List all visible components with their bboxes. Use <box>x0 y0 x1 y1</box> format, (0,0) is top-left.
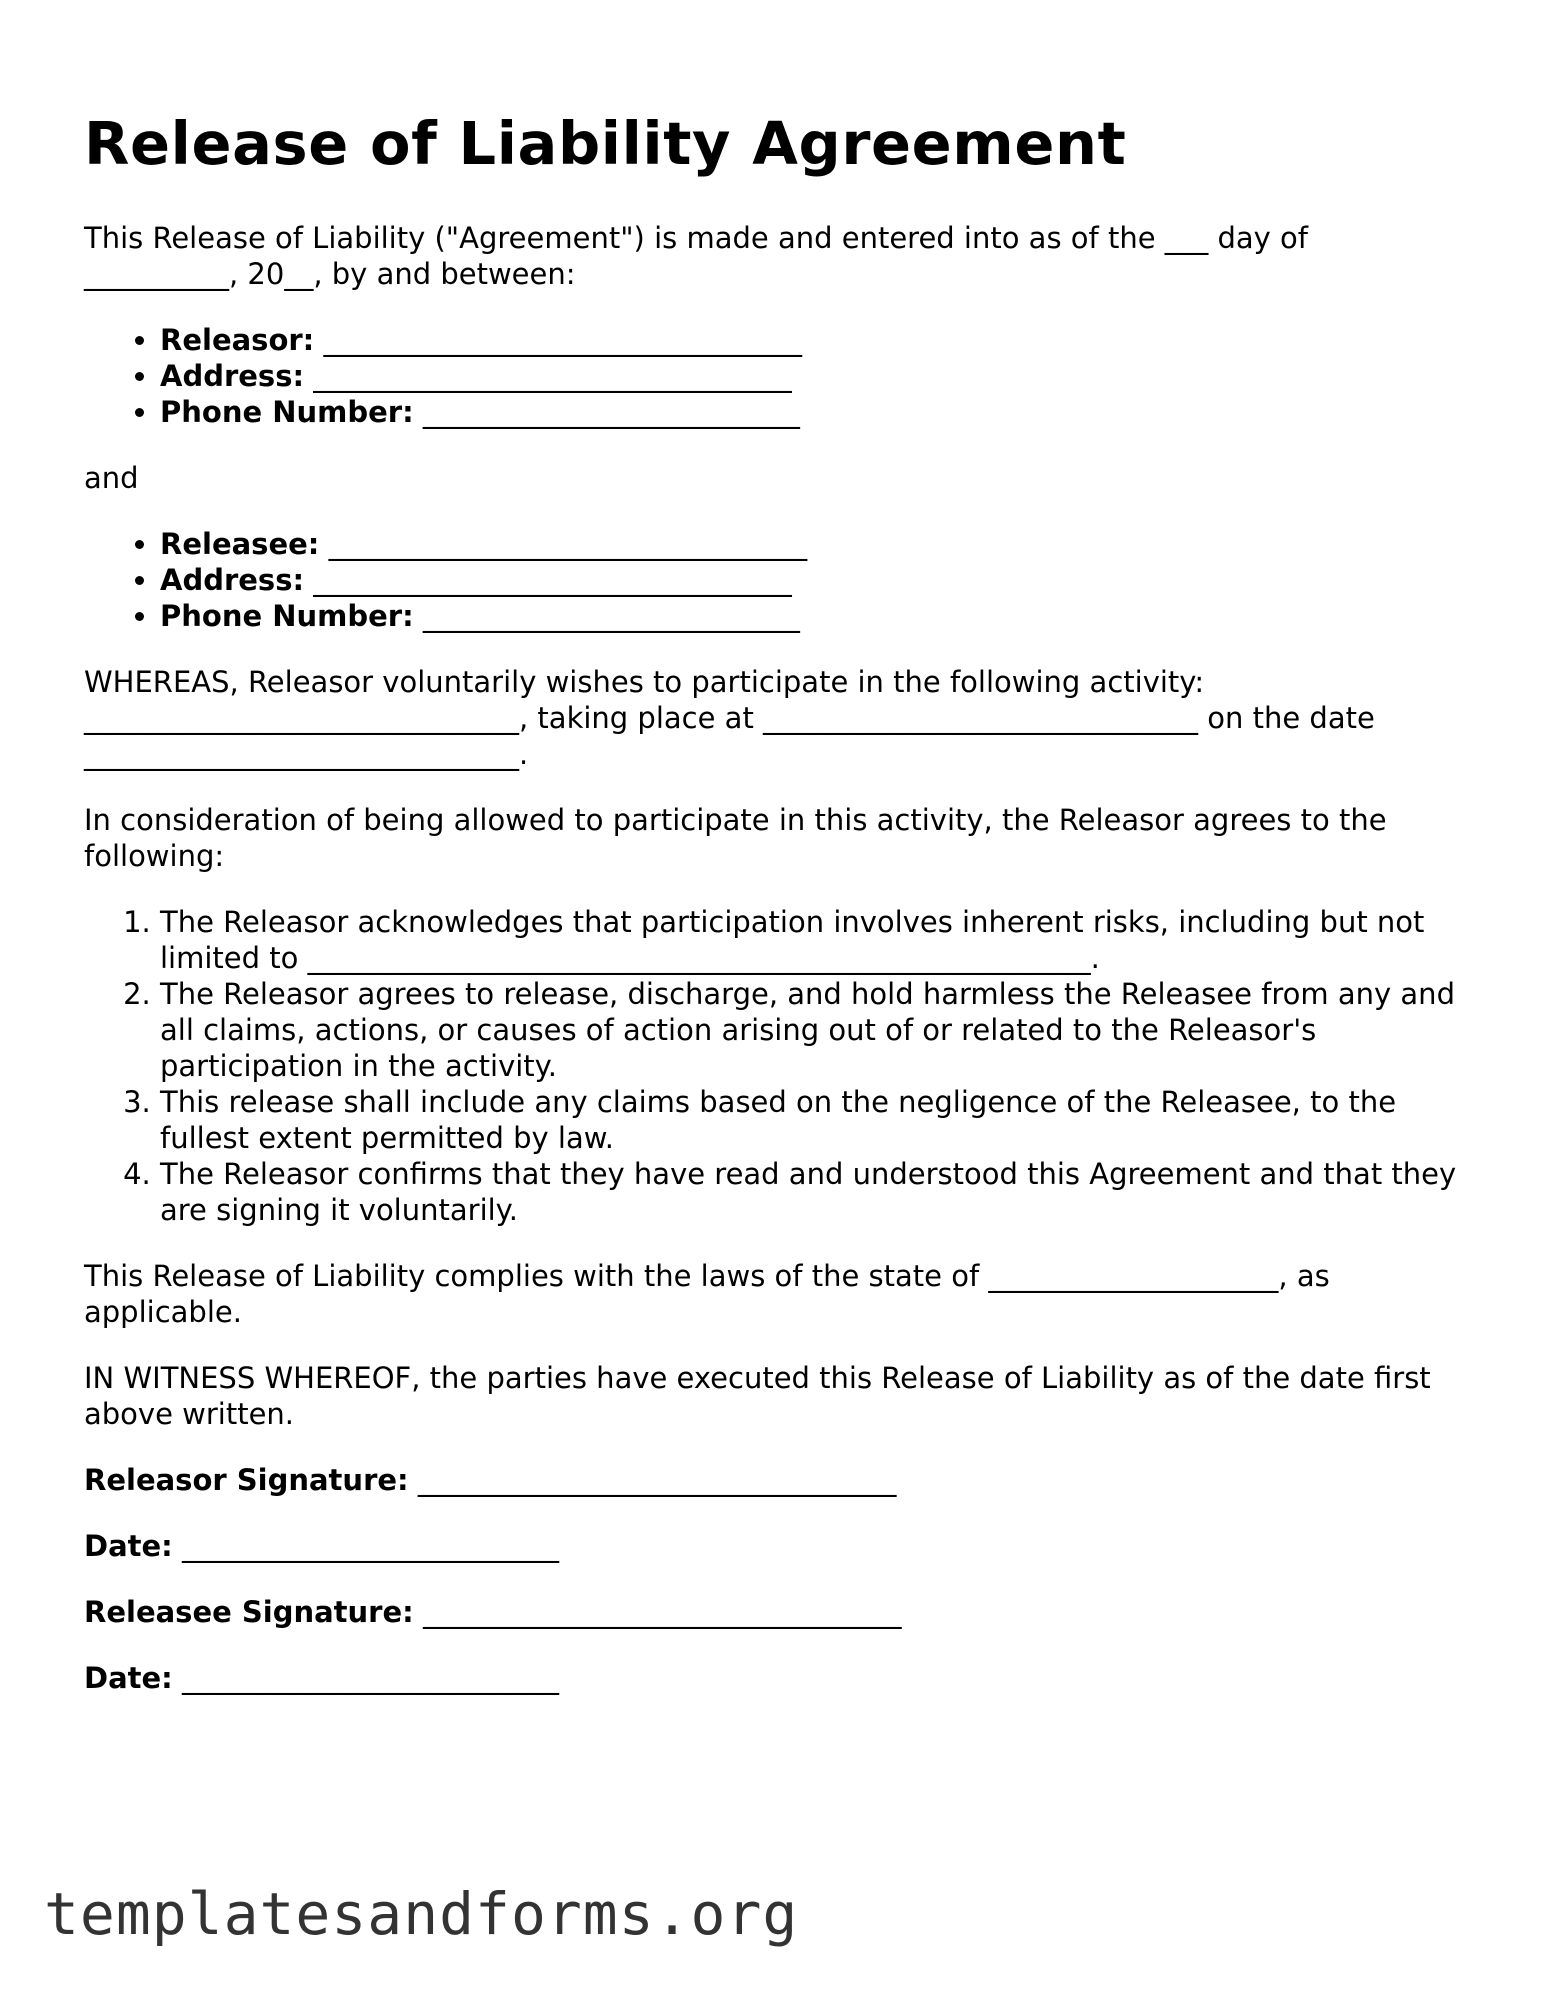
fill-blank[interactable]: _________________________________ <box>328 527 808 561</box>
field-label: Address: <box>160 359 305 393</box>
intro-paragraph: This Release of Liability ("Agreement") is made and entered into as of the ___ day of __________, 20__, by and between: <box>84 221 1308 291</box>
field-label: Phone Number: <box>160 599 414 633</box>
list-item <box>160 526 1464 562</box>
document-page <box>84 104 1464 1696</box>
list-item <box>160 358 1464 394</box>
list-item <box>160 322 1464 358</box>
site-watermark: templatesandforms.org <box>44 1880 799 1948</box>
date-blank[interactable]: __________________________ <box>182 1529 559 1563</box>
list-item <box>160 598 1464 634</box>
releasor-signature-line <box>84 1462 1464 1498</box>
witness-paragraph: IN WITNESS WHEREOF, the parties have executed this Release of Liability as of the date first above written. <box>84 1361 1431 1431</box>
date-blank[interactable]: __________________________ <box>182 1661 559 1695</box>
releasor-fields-list <box>84 322 1464 430</box>
signature-label: Releasor Signature: <box>84 1463 409 1497</box>
releasee-signature-line <box>84 1594 1464 1630</box>
terms-list <box>84 904 1464 1228</box>
fill-blank[interactable]: _________________________________ <box>313 359 792 393</box>
date-label: Date: <box>84 1661 173 1695</box>
signature-label: Releasee Signature: <box>84 1595 414 1629</box>
field-label: Address: <box>160 563 305 597</box>
signature-blank[interactable]: _________________________________ <box>422 1595 902 1629</box>
field-label: Releasee: <box>160 527 320 561</box>
term-item: 3. This release shall include any claims based on the negligence of the Releasee, to the fullest extent permitted by law. <box>160 1084 1480 1156</box>
list-item <box>160 394 1464 430</box>
field-label: Phone Number: <box>160 395 414 429</box>
date-label: Date: <box>84 1529 173 1563</box>
fill-blank[interactable]: _________________________________ <box>323 323 802 357</box>
term-item: 4. The Releasor confirms that they have read and understood this Agreement and that they are signing it voluntarily. <box>160 1156 1480 1228</box>
signature-blank[interactable]: _________________________________ <box>417 1463 897 1497</box>
consideration-paragraph: In consideration of being allowed to participate in this activity, the Releasor agrees to the following: <box>84 803 1387 873</box>
field-label: Releasor: <box>160 323 315 357</box>
document-title: Release of Liability Agreement <box>84 109 1127 178</box>
term-item: 1. The Releasor acknowledges that participation involves inherent risks, including but not limited to ______________________________________________________. <box>160 904 1480 976</box>
fill-blank[interactable]: __________________________ <box>422 599 800 633</box>
governing-law-paragraph: This Release of Liability complies with the laws of the state of ____________________, as applicable. <box>84 1259 1330 1329</box>
list-item <box>160 562 1464 598</box>
releasee-date-line <box>84 1660 1464 1696</box>
releasor-date-line <box>84 1528 1464 1564</box>
fill-blank[interactable]: _________________________________ <box>313 563 792 597</box>
fill-blank[interactable]: __________________________ <box>422 395 800 429</box>
whereas-paragraph: WHEREAS, Releasor voluntarily wishes to participate in the following activity: ______________________________, taking place at ______________________________ on the date ______________________________. <box>84 665 1375 771</box>
term-item: 2. The Releasor agrees to release, discharge, and hold harmless the Releasee from any and all claims, actions, or causes of action arising out of or related to the Releasor's participation in the activity. <box>160 976 1480 1084</box>
releasee-fields-list <box>84 526 1464 634</box>
and-text: and <box>84 461 139 495</box>
